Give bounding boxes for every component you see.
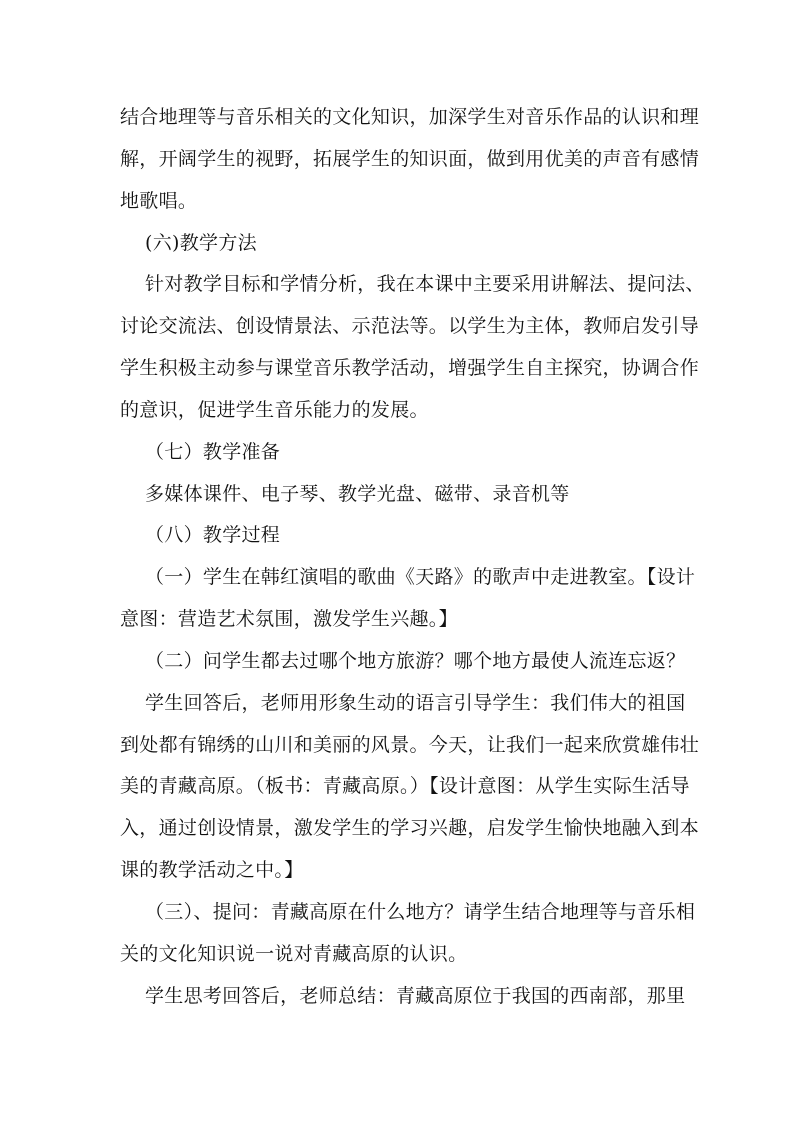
paragraph-line: 讨论交流法、创设情景法、示范法等。以学生为主体，教师启发引导 (120, 315, 700, 337)
paragraph-line: 结合地理等与音乐相关的文化知识，加深学生对音乐作品的认识和理 (120, 106, 700, 128)
paragraph-line: 学生思考回答后，老师总结：青藏高原位于我国的西南部，那里 (145, 985, 686, 1007)
paragraph-line: 学生回答后，老师用形象生动的语言引导学生：我们伟大的祖国 (145, 692, 686, 714)
paragraph-line: 地歌唱。 (120, 190, 198, 212)
paragraph-line: （二）问学生都去过哪个地方旅游？哪个地方最使人流连忘返？ (145, 650, 686, 672)
paragraph-line: 学生积极主动参与课堂音乐教学活动，增强学生自主探究，协调合作 (120, 357, 700, 379)
paragraph-line: 解，开阔学生的视野，拓展学生的知识面，做到用优美的声音有感情 (120, 148, 700, 170)
paragraph-line: 针对教学目标和学情分析，我在本课中主要采用讲解法、提问法、 (145, 273, 705, 295)
paragraph-line: （三）、提问：青藏高原在什么地方？请学生结合地理等与音乐相 (145, 901, 696, 923)
paragraph-line: 入，通过创设情景，激发学生的学习兴趣，启发学生愉快地融入到本 (120, 817, 700, 839)
paragraph-line: 的意识，促进学生音乐能力的发展。 (120, 399, 429, 421)
section-heading: （七）教学准备 (145, 441, 281, 463)
paragraph-line: 关的文化知识说一说对青藏高原的认识。 (120, 943, 468, 965)
paragraph-line: 意图：营造艺术氛围，激发学生兴趣。】 (120, 608, 458, 630)
paragraph-line: 课的教学活动之中。】 (120, 859, 304, 881)
paragraph-line: 美的青藏高原。（板书：青藏高原。）【设计意图：从学生实际生活导 (120, 775, 690, 797)
paragraph-line: 到处都有锦绣的山川和美丽的风景。今天，让我们一起来欣赏雄伟壮 (120, 734, 700, 756)
paragraph-line: 多媒体课件、电子琴、教学光盘、磁带、录音机等 (145, 483, 570, 505)
section-heading: （八）教学过程 (145, 524, 281, 546)
paragraph-line: （一）学生在韩红演唱的歌曲《天路》的歌声中走进教室。【设计 (145, 566, 696, 588)
section-heading: (六)教学方法 (145, 232, 257, 254)
